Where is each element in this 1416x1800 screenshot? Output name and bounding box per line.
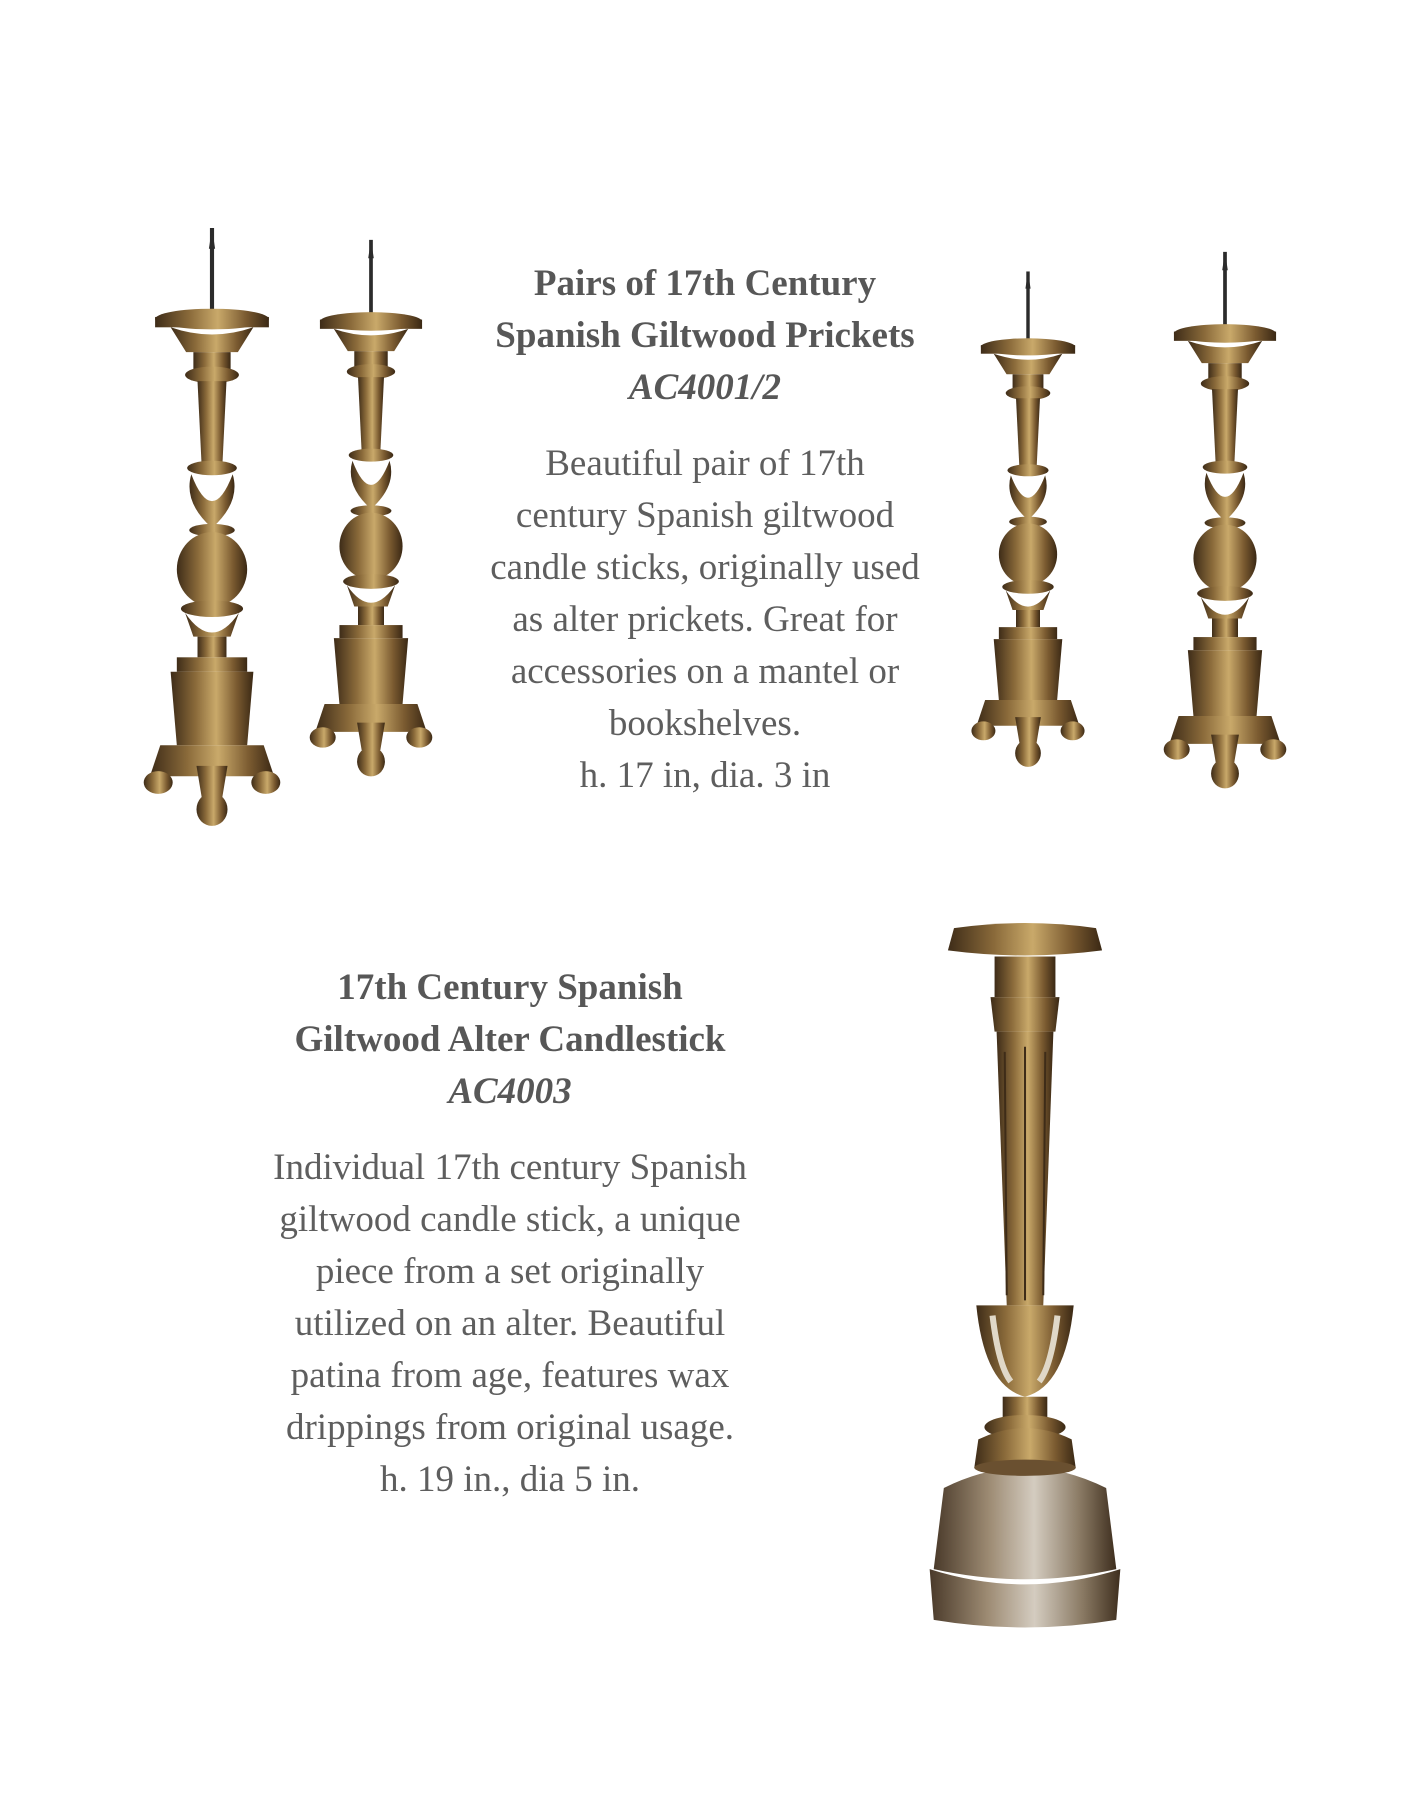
- product-sku: AC4003: [448, 1071, 572, 1112]
- product-description: [470, 438, 940, 750]
- product-dimensions: h. 19 in., dia 5 in.: [379, 1459, 640, 1500]
- description-line: Individual 17th century Spanish: [273, 1147, 747, 1188]
- pricket-image-3: [968, 240, 1088, 800]
- product-prickets: [470, 258, 940, 802]
- candlestick-image: [910, 920, 1140, 1630]
- product-title-line2: Giltwood Alter Candlestick: [294, 1019, 726, 1060]
- description-line: as alter prickets. Great for: [512, 599, 898, 640]
- pricket-image-1: [132, 228, 292, 828]
- description-line: drippings from original usage.: [285, 1407, 735, 1448]
- product-description: [240, 1142, 780, 1454]
- description-line: bookshelves.: [608, 703, 802, 744]
- product-title-line2: Spanish Giltwood Prickets: [495, 315, 915, 356]
- description-line: giltwood candle stick, a unique: [279, 1199, 741, 1240]
- pricket-image-2: [306, 214, 436, 804]
- product-title-line1: Pairs of 17th Century: [533, 263, 877, 304]
- product-title-line1: 17th Century Spanish: [337, 967, 683, 1008]
- description-line: piece from a set originally: [315, 1251, 705, 1292]
- pricket-image-4: [1160, 246, 1290, 796]
- description-line: candle sticks, originally used: [490, 547, 920, 588]
- product-candlestick: [240, 962, 780, 1506]
- description-line: accessories on a mantel or: [510, 651, 900, 692]
- description-line: utilized on an alter. Beautiful: [294, 1303, 726, 1344]
- description-line: patina from age, features wax: [290, 1355, 730, 1396]
- product-sku: AC4001/2: [628, 367, 782, 408]
- description-line: century Spanish giltwood: [515, 495, 895, 536]
- description-line: Beautiful pair of 17th: [545, 443, 865, 484]
- product-dimensions: h. 17 in, dia. 3 in: [579, 755, 831, 796]
